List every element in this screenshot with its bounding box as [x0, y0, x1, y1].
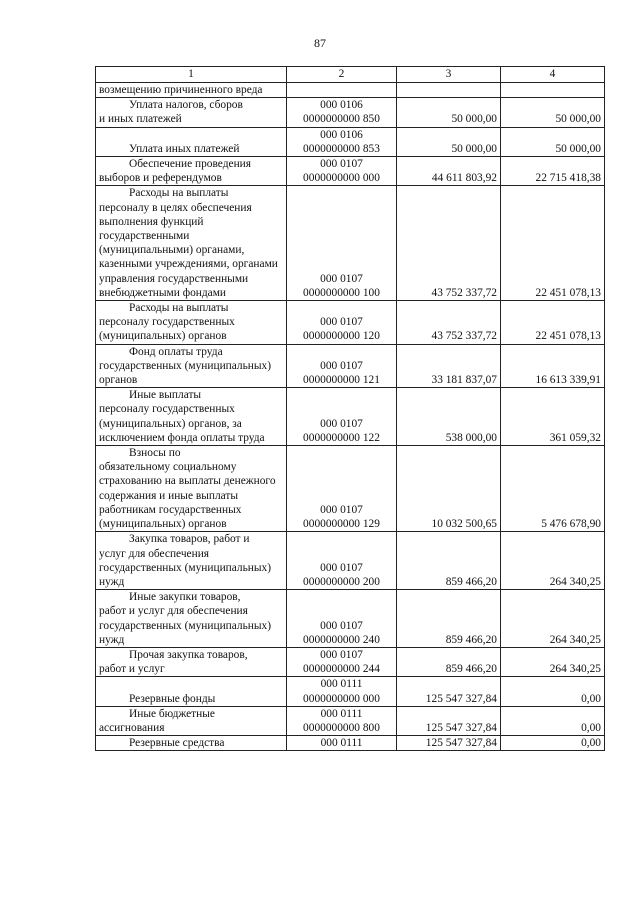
row-code-cell [287, 388, 397, 446]
row-name-cell [96, 344, 287, 388]
row-code-section: 000 0111 [320, 678, 363, 691]
row-value-col3 [397, 83, 501, 98]
row-value-col4: 0,00 [501, 736, 605, 751]
row-code-item: 0000000000 800 [303, 721, 380, 734]
table-row [96, 98, 605, 127]
header-cell: 2 [287, 67, 397, 83]
row-code-cell [287, 532, 397, 590]
row-name-rest: обязательному социальному страхованию на выплаты денежного содержания и иные выплаты работникам государственных (муниципальных) органов [99, 461, 276, 531]
table-row [96, 532, 605, 590]
row-code-cell [287, 98, 397, 127]
row-name-rest: персоналу в целях обеспечения выполнения функций государственными (муниципальными) органами, казенными учреждениями, органами управления государственными внебюджетными фондами [99, 201, 278, 299]
row-code-cell [287, 83, 397, 98]
row-name-rest: государственных (муниципальных) органов [99, 359, 272, 387]
row-value-col4: 264 340,25 [501, 590, 605, 648]
row-value-col3: 859 466,20 [397, 590, 501, 648]
row-name-cell [96, 388, 287, 446]
row-name-first: Фонд оплаты труда [129, 345, 223, 358]
table-row [96, 83, 605, 98]
row-name-rest: работ и услуг для обеспечения государственных (муниципальных) нужд [99, 605, 272, 646]
row-code-item: 0000000000 240 [303, 633, 380, 646]
table-body [96, 83, 605, 751]
row-name-first: Закупка товаров, работ и [129, 533, 250, 546]
table-row [96, 344, 605, 388]
header-cell: 1 [96, 67, 287, 83]
header-cell: 4 [501, 67, 605, 83]
row-code-item: 0000000000 121 [303, 374, 380, 387]
row-code-section: 000 0111 [320, 737, 363, 750]
row-name-cell [96, 157, 287, 186]
row-code-section: 000 0107 [320, 561, 363, 574]
row-code-section: 000 0107 [320, 619, 363, 632]
row-value-col3: 859 466,20 [397, 647, 501, 676]
row-value-col4: 16 613 339,91 [501, 344, 605, 388]
row-code-section: 000 0107 [320, 417, 363, 430]
row-value-col3: 859 466,20 [397, 532, 501, 590]
table-row [96, 647, 605, 676]
row-value-col4: 361 059,32 [501, 388, 605, 446]
row-value-col4: 264 340,25 [501, 647, 605, 676]
row-name-rest: возмещению причиненного вреда [99, 84, 263, 96]
row-value-col4: 5 476 678,90 [501, 446, 605, 532]
row-name-cell [96, 706, 287, 735]
row-name-cell [96, 83, 287, 98]
row-code-section: 000 0107 [320, 503, 363, 516]
row-name-rest: ассигнования [99, 721, 165, 734]
row-name-cell [96, 301, 287, 345]
row-code-section: 000 0111 [320, 707, 363, 720]
row-value-col3: 125 547 327,84 [397, 736, 501, 751]
row-code-item: 0000000000 850 [303, 113, 380, 126]
row-value-col3: 10 032 500,65 [397, 446, 501, 532]
row-name-rest: работ и услуг [99, 663, 165, 676]
row-name-first: Иные закупки товаров, [129, 591, 241, 604]
table-row [96, 186, 605, 301]
row-code-item: 0000000000 100 [303, 286, 380, 299]
row-code-item: 0000000000 129 [303, 518, 380, 531]
row-code-cell [287, 647, 397, 676]
row-value-col4: 22 451 078,13 [501, 186, 605, 301]
table-row [96, 127, 605, 156]
row-code-cell [287, 127, 397, 156]
row-value-col4: 50 000,00 [501, 98, 605, 127]
row-value-col3: 33 181 837,07 [397, 344, 501, 388]
row-code-section: 000 0107 [320, 316, 363, 329]
row-name-cell [96, 736, 287, 751]
row-code-cell [287, 736, 397, 751]
row-code-section: 000 0106 [320, 128, 363, 141]
table-row [96, 590, 605, 648]
table-row [96, 301, 605, 345]
row-code-section: 000 0107 [320, 272, 363, 285]
row-value-col3: 43 752 337,72 [397, 186, 501, 301]
row-value-col4 [501, 83, 605, 98]
row-code-cell [287, 157, 397, 186]
row-value-col3: 125 547 327,84 [397, 706, 501, 735]
row-value-col3: 50 000,00 [397, 98, 501, 127]
row-name-cell [96, 127, 287, 156]
row-code-section: 000 0107 [320, 158, 363, 171]
row-name-first: Расходы на выплаты [129, 302, 229, 315]
row-value-col4: 22 451 078,13 [501, 301, 605, 345]
row-code-item: 0000000000 853 [303, 142, 380, 155]
row-code-cell [287, 446, 397, 532]
row-code-item: 0000000000 120 [303, 330, 380, 343]
row-code-item: 0000000000 200 [303, 575, 380, 588]
row-name-rest: персоналу государственных (муниципальных) органов [99, 316, 235, 343]
row-name-cell [96, 446, 287, 532]
header-cell: 3 [397, 67, 501, 83]
row-value-col3: 538 000,00 [397, 388, 501, 446]
row-code-cell [287, 301, 397, 345]
row-name-first: Уплата налогов, сборов [129, 99, 243, 112]
row-name-first: Резервные средства [129, 737, 225, 750]
row-name-cell [96, 186, 287, 301]
row-name-first: Резервные фонды [129, 692, 216, 705]
row-value-col4: 50 000,00 [501, 127, 605, 156]
table-row [96, 446, 605, 532]
row-code-section: 000 0107 [320, 648, 363, 661]
row-code-cell [287, 344, 397, 388]
table-row [96, 157, 605, 186]
row-value-col4: 22 715 418,38 [501, 157, 605, 186]
row-name-first: Иные выплаты [129, 389, 202, 402]
row-name-cell [96, 647, 287, 676]
row-name-first: Расходы на выплаты [129, 187, 229, 200]
row-code-item: 0000000000 000 [303, 172, 380, 185]
row-code-section: 000 0107 [320, 359, 363, 372]
header-row [96, 67, 605, 83]
row-name-first: Уплата иных платежей [129, 142, 240, 155]
row-name-cell [96, 677, 287, 706]
row-code-section: 000 0106 [320, 99, 363, 112]
budget-table [95, 66, 605, 751]
row-name-cell [96, 532, 287, 590]
table-row [96, 736, 605, 751]
table-row [96, 388, 605, 446]
row-value-col3: 125 547 327,84 [397, 677, 501, 706]
page-number: 87 [314, 36, 326, 50]
row-name-rest: услуг для обеспечения государственных (муниципальных) нужд [99, 547, 272, 588]
row-value-col3: 50 000,00 [397, 127, 501, 156]
row-name-rest: выборов и референдумов [99, 172, 222, 185]
row-name-first: Прочая закупка товаров, [129, 648, 248, 661]
row-name-rest: персоналу государственных (муниципальных) органов, за исключением фонда оплаты труда [99, 403, 265, 444]
row-code-item: 0000000000 122 [303, 431, 380, 444]
row-name-first: Обеспечение проведения [129, 158, 251, 171]
row-name-rest: и иных платежей [99, 113, 182, 126]
row-code-cell [287, 677, 397, 706]
row-code-cell [287, 186, 397, 301]
row-name-first: Взносы по [129, 447, 181, 460]
row-value-col3: 43 752 337,72 [397, 301, 501, 345]
row-code-cell [287, 590, 397, 648]
table-row [96, 677, 605, 706]
row-code-item: 0000000000 244 [303, 663, 380, 676]
row-value-col4: 0,00 [501, 706, 605, 735]
row-name-cell [96, 590, 287, 648]
row-name-first: Иные бюджетные [129, 707, 215, 720]
row-value-col4: 264 340,25 [501, 532, 605, 590]
row-code-cell [287, 706, 397, 735]
row-value-col3: 44 611 803,92 [397, 157, 501, 186]
row-value-col4: 0,00 [501, 677, 605, 706]
row-name-cell [96, 98, 287, 127]
row-code-item: 0000000000 000 [303, 692, 380, 705]
table-row [96, 706, 605, 735]
